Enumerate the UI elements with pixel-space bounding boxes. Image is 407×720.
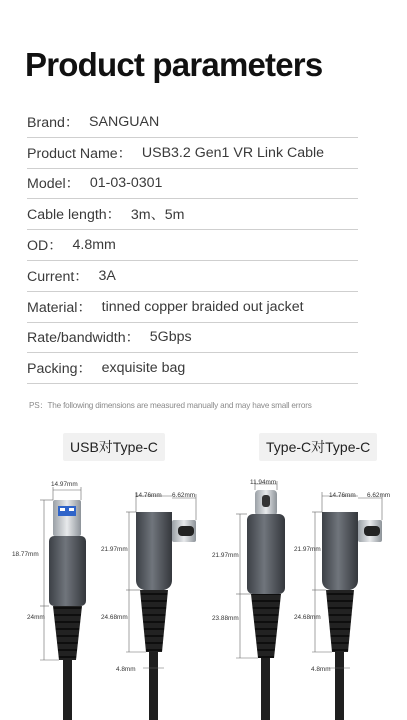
param-value: tinned copper braided out jacket — [101, 298, 304, 315]
dim-elbow1-width: 14.76mm — [135, 492, 162, 499]
param-value: 3m、5m — [130, 207, 185, 224]
page-title: Product parameters — [25, 46, 323, 83]
param-row-product-name — [27, 138, 358, 169]
dim-usb-width: 14.97mm — [51, 481, 78, 488]
param-row-cable-length — [27, 199, 358, 230]
dim-elbow2-body: 24.68mm — [294, 614, 321, 621]
dim-elbow2-height: 21.97mm — [294, 546, 321, 553]
typec-to-typec-label: Type-C对Type-C — [259, 433, 377, 461]
straight-typec-connector — [247, 490, 285, 720]
param-value: USB3.2 Gen1 VR Link Cable — [141, 144, 325, 161]
usb-a-housing — [49, 536, 86, 606]
param-key: OD： — [27, 238, 63, 255]
param-key: Packing： — [27, 361, 92, 378]
usb-to-typec-label: USB对Type-C — [63, 433, 165, 461]
dim-usb-body: 24mm — [27, 614, 45, 621]
dim-elbow1-depth: 6.62mm — [172, 492, 196, 499]
dim-usb-head: 18.77mm — [12, 551, 39, 558]
measurement-note: PS：The following dimensions are measured manually and may have small errors — [29, 401, 312, 410]
dim-elbow2-depth: 6.62mm — [367, 492, 391, 499]
param-value: 01-03-0301 — [89, 175, 163, 192]
param-key: Cable length： — [27, 207, 121, 224]
param-key: Current： — [27, 268, 89, 285]
usb-a-cable — [63, 660, 72, 720]
dim-typec-width: 11.94mm — [250, 479, 277, 486]
parameter-list — [27, 107, 358, 384]
param-row-current — [27, 261, 358, 292]
param-row-packing — [27, 353, 358, 384]
dim-elbow2-od: 4.8mm — [311, 666, 331, 673]
dimension-diagram — [0, 470, 407, 720]
param-value: 4.8mm — [72, 237, 116, 254]
param-key: Brand： — [27, 114, 80, 131]
param-row-model — [27, 169, 358, 200]
param-value: exquisite bag — [101, 360, 186, 377]
dim-typec-height: 21.97mm — [212, 552, 239, 559]
param-value: SANGUAN — [89, 113, 160, 130]
param-row-brand — [27, 107, 358, 138]
dim-typec-body: 23.88mm — [212, 615, 239, 622]
param-value: 3A — [98, 267, 116, 284]
param-key: Model： — [27, 176, 80, 193]
usb-a-connector — [49, 500, 86, 720]
param-row-od — [27, 230, 358, 261]
dim-elbow1-body: 24.68mm — [101, 614, 128, 621]
param-row-rate — [27, 323, 358, 354]
param-row-material — [27, 292, 358, 323]
param-key: Product Name： — [27, 145, 132, 162]
param-key: Rate/bandwidth： — [27, 330, 140, 347]
usb-a-strain-relief — [53, 606, 82, 660]
param-key: Material： — [27, 299, 92, 316]
dim-elbow1-od: 4.8mm — [116, 666, 136, 673]
usb-a-shell — [53, 500, 81, 536]
elbow-typec-connector-2 — [322, 512, 382, 720]
elbow-typec-connector-1 — [136, 512, 196, 720]
dim-elbow1-height: 21.97mm — [101, 546, 128, 553]
dim-elbow2-width: 14.76mm — [329, 492, 356, 499]
param-value: 5Gbps — [149, 329, 192, 346]
